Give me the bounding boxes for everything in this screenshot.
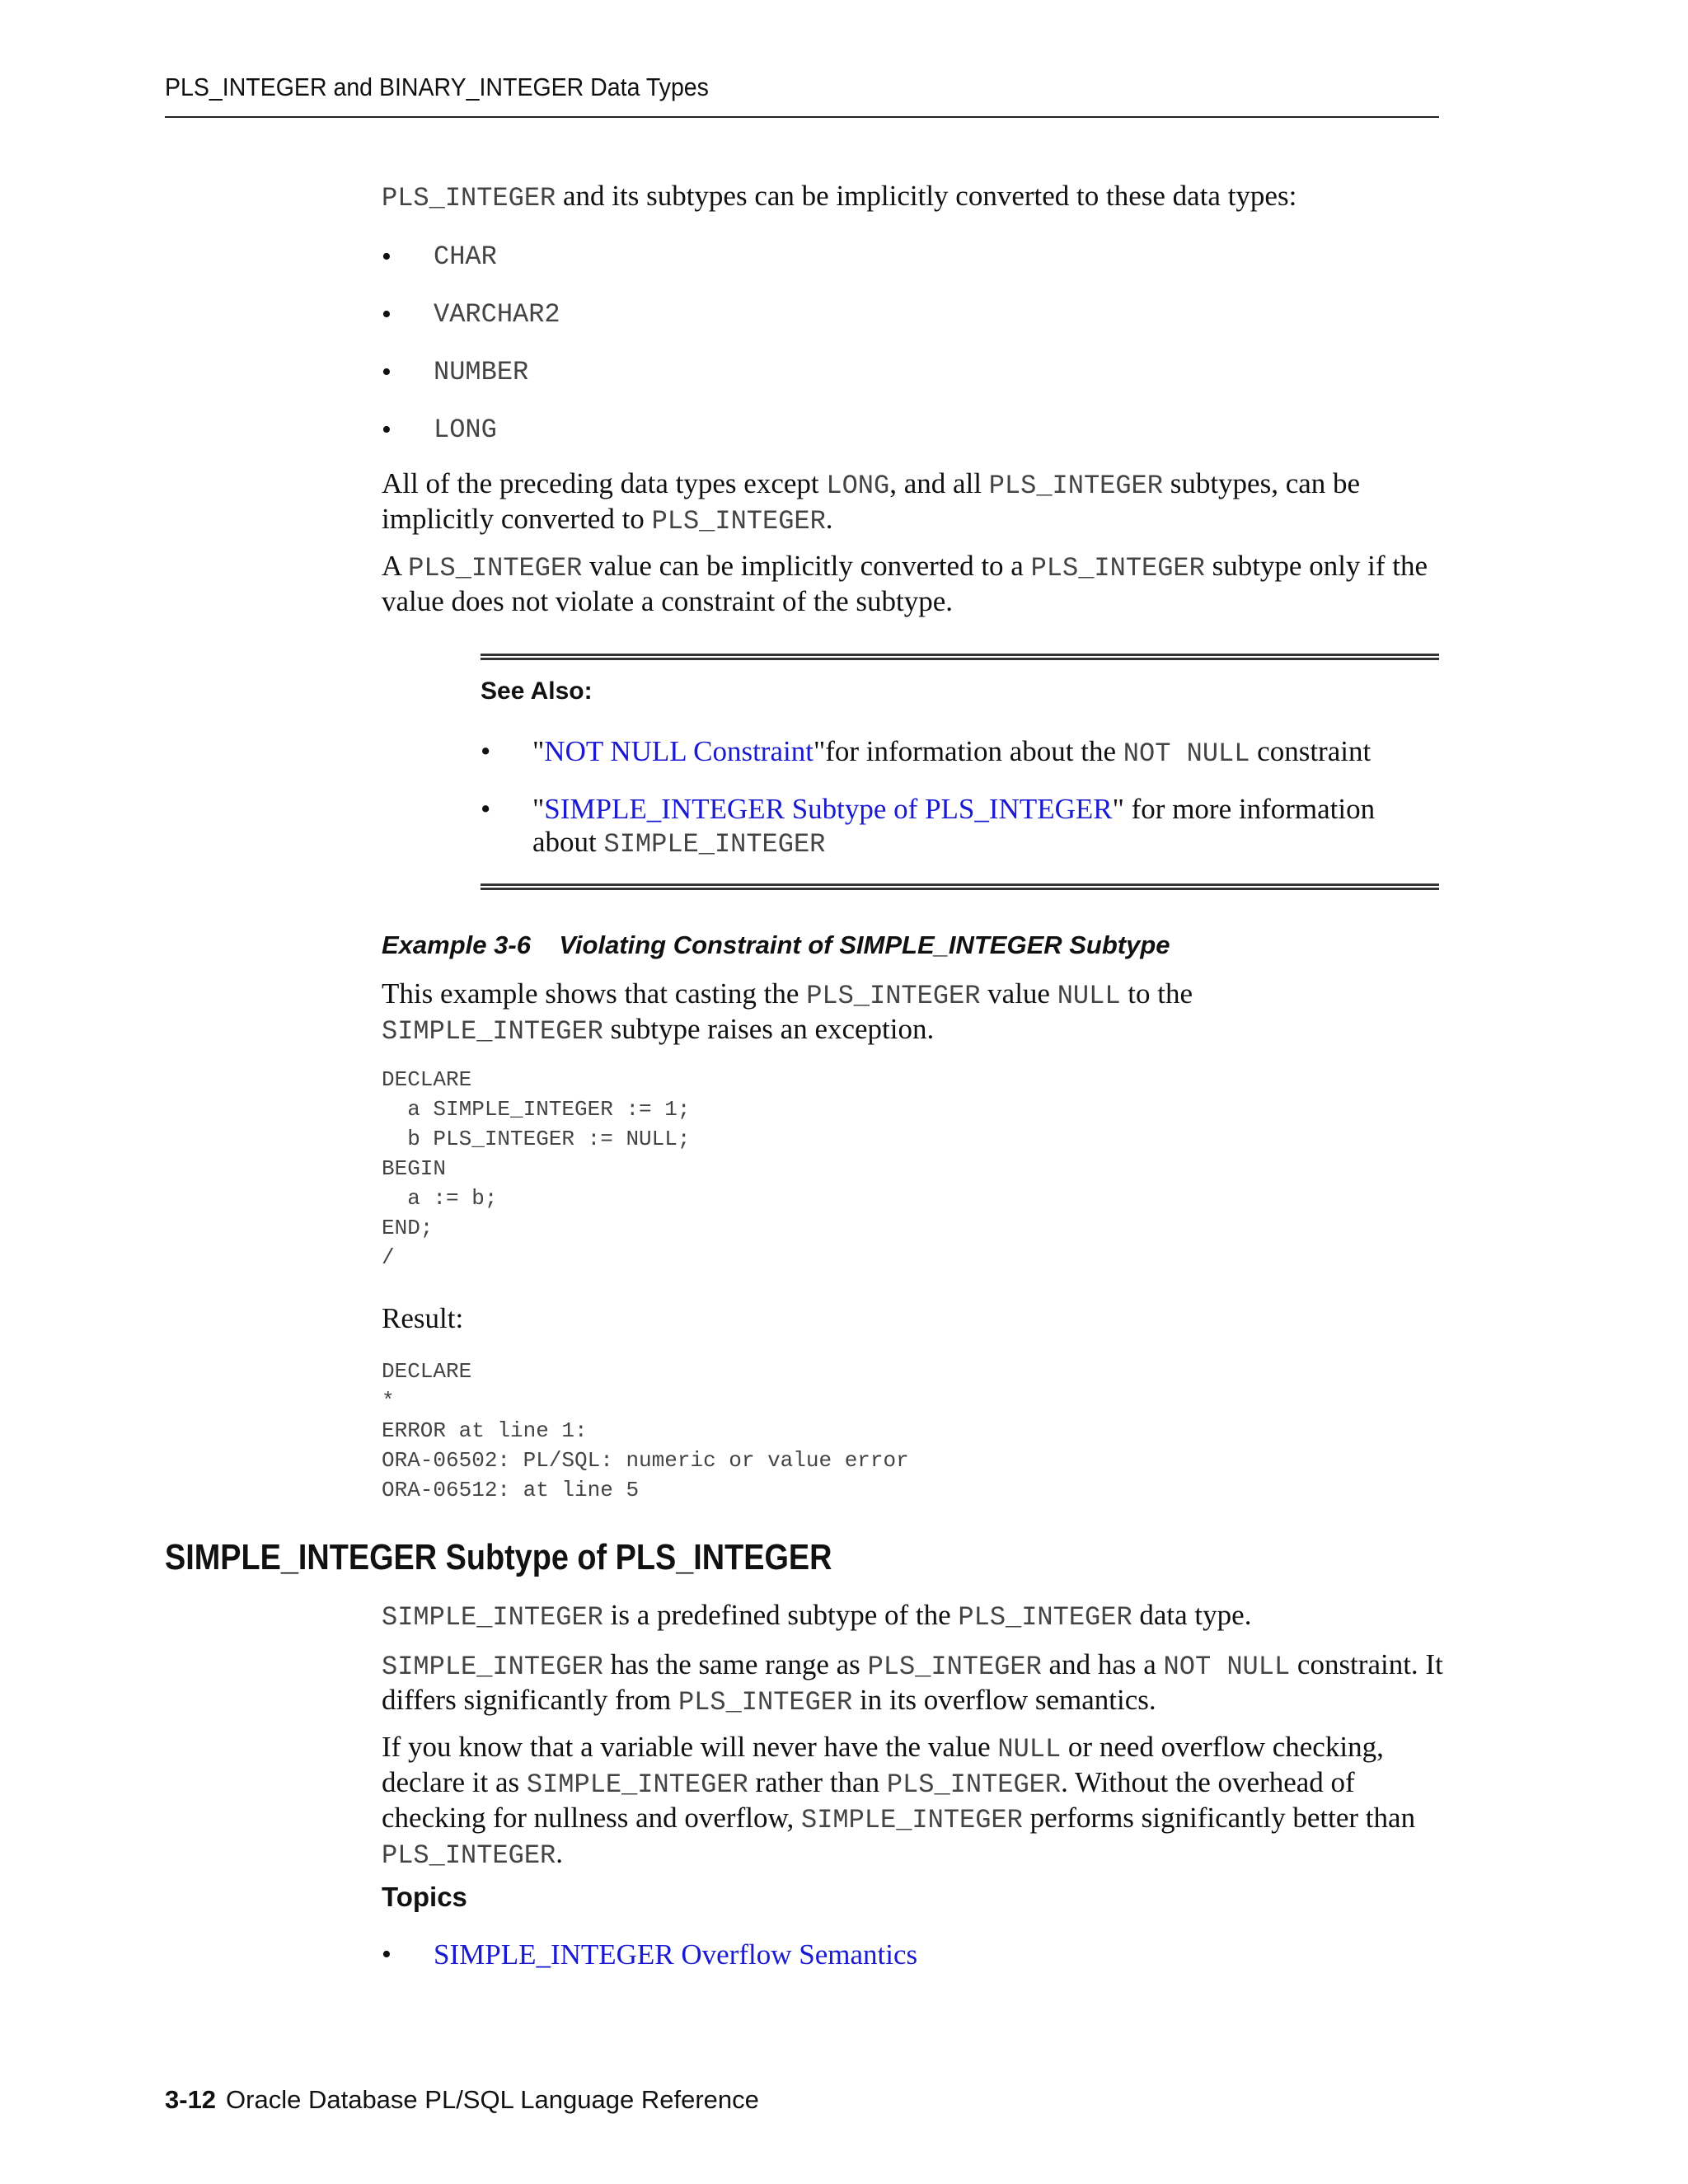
link-simple-integer-subtype[interactable]: SIMPLE_INTEGER Subtype of PLS_INTEGER bbox=[544, 793, 1113, 825]
header-rule bbox=[165, 116, 1439, 118]
bullet-icon: • bbox=[481, 793, 491, 825]
bullet-icon: • bbox=[382, 415, 392, 445]
intro-text: and its subtypes can be implicitly converted to these data types: bbox=[556, 180, 1297, 212]
result-label: Result: bbox=[382, 1302, 464, 1334]
example-description: This example shows that casting the PLS_INTEGER value NULL to the SIMPLE_INTEGER subtype raises an exception. bbox=[382, 977, 1193, 1047]
see-also-item: • "SIMPLE_INTEGER Subtype of PLS_INTEGER" for more information about SIMPLE_INTEGER bbox=[481, 793, 1376, 860]
book-title: Oracle Database PL/SQL Language Reference bbox=[226, 2085, 759, 2114]
bullet-icon: • bbox=[382, 299, 392, 330]
see-also-title: See Also: bbox=[481, 677, 593, 705]
link-simple-integer-overflow-semantics[interactable]: SIMPLE_INTEGER Overflow Semantics bbox=[434, 1938, 918, 1971]
type-name: LONG bbox=[434, 415, 497, 445]
topics-heading: Topics bbox=[382, 1882, 467, 1912]
code-block: DECLARE a SIMPLE_INTEGER := 1; b PLS_INTEGER := NULL; BEGIN a := b; END; / bbox=[382, 1067, 691, 1270]
section-paragraph: SIMPLE_INTEGER has the same range as PLS_INTEGER and has a NOT NULL constraint. It differs significantly from PLS_INTEGER in its overflow semantics. bbox=[382, 1648, 1443, 1718]
bullet-icon: • bbox=[481, 735, 491, 767]
conversion-paragraph: All of the preceding data types except LONG, and all PLS_INTEGER subtypes, can be implicitly converted to PLS_INTEGER. bbox=[382, 467, 1361, 537]
section-paragraph: If you know that a variable will never have the value NULL or need overflow checking, declare it as SIMPLE_INTEGER rather than PLS_INTEGER. Without the overhead of checking for nullness and overflow, SIMPLE_INTEGER performs significantly better than PLS_INTEGER. bbox=[382, 1731, 1416, 1871]
code-term: PLS_INTEGER bbox=[382, 183, 556, 213]
section-heading: SIMPLE_INTEGER Subtype of PLS_INTEGER bbox=[165, 1537, 832, 1577]
result-block: DECLARE * ERROR at line 1: ORA-06502: PL/SQL: numeric or value error ORA-06512: at line 5 bbox=[382, 1359, 909, 1502]
section-paragraph: SIMPLE_INTEGER is a predefined subtype of the PLS_INTEGER data type. bbox=[382, 1599, 1252, 1633]
page-number: 3-12 bbox=[165, 2085, 217, 2114]
see-also-top-rule bbox=[481, 654, 1439, 660]
running-header: PLS_INTEGER and BINARY_INTEGER Data Types bbox=[165, 73, 709, 101]
type-name: CHAR bbox=[434, 241, 497, 272]
type-name: NUMBER bbox=[434, 357, 529, 387]
intro-paragraph bbox=[382, 180, 1445, 215]
page-footer bbox=[165, 2085, 759, 2115]
bullet-icon: • bbox=[382, 241, 392, 272]
example-title: Example 3-6 Violating Constraint of SIMPLE_INTEGER Subtype bbox=[382, 930, 1170, 959]
type-name: VARCHAR2 bbox=[434, 299, 560, 330]
see-also-bottom-rule bbox=[481, 883, 1439, 890]
link-not-null-constraint[interactable]: NOT NULL Constraint bbox=[544, 735, 814, 767]
bullet-icon: • bbox=[382, 1939, 392, 1970]
subtype-paragraph: A PLS_INTEGER value can be implicitly converted to a PLS_INTEGER subtype only if the value does not violate a constraint of the subtype. bbox=[382, 550, 1428, 617]
bullet-icon: • bbox=[382, 357, 392, 387]
